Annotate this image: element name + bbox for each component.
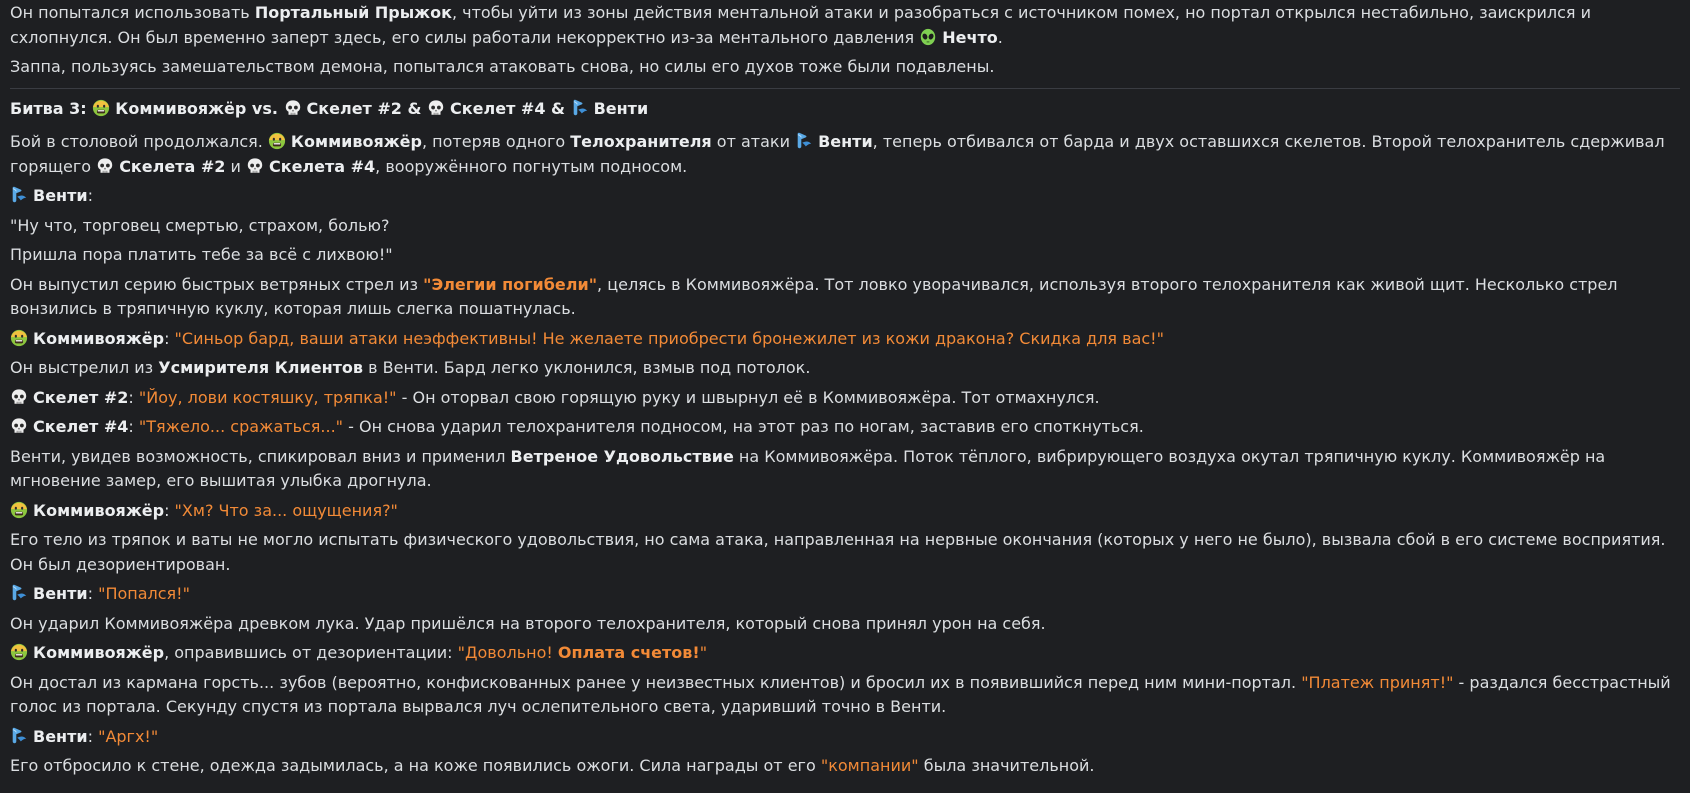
text: : — [87, 584, 99, 603]
text: Венти, увидев возможность, спикировал вниз и применил — [10, 446, 511, 466]
dialogue-quote: "Попался!" — [98, 584, 190, 603]
text: , оправившись от дезориентации: — [164, 643, 458, 662]
speaker-name: Скелет #4 — [33, 417, 129, 436]
dialogue-quote: "Аргх!" — [98, 726, 159, 746]
narration-paragraph: Его тело из тряпок и ваты не могло испытать физического удовольствия, но сама атака, направленная на нервные окончания (которых у него не было), вызвала сбой в его системе восприятия. Он был дезориентирован. — [10, 530, 1666, 574]
narration-paragraph: Он ударил Коммивояжёра древком лука. Удар пришёлся на второго телохранителя, который снова принял урон на себя. — [10, 613, 1046, 633]
song-line: Пришла пора платить тебе за всё с лихвою!" — [10, 245, 393, 264]
dialogue-quote: "Хм? Что за... ощущения?" — [174, 500, 398, 520]
dialogue-quote: "Синьор бард, ваши атаки неэффективны! Не желаете приобрести бронежилет из кожи дракона? Скидка для вас!" — [174, 328, 1164, 348]
wind-spirit-icon — [795, 132, 813, 150]
heading-separator: & — [551, 98, 565, 118]
text: - раздался бесстрастный голос из портала. Секунду спустя из портала вырвался луч ослепительного света, ударивший точно в Венти. — [10, 672, 1671, 716]
speaker-line — [10, 184, 1680, 209]
dialogue-line — [10, 582, 1680, 607]
battle-heading — [10, 97, 1680, 122]
narration-paragraph — [10, 130, 1680, 179]
narration-paragraph — [10, 356, 1680, 381]
character-name: Венти — [818, 132, 873, 151]
nauseated-face-icon — [92, 99, 110, 117]
speaker-name: Венти — [33, 584, 88, 603]
dialogue-line — [10, 499, 1680, 524]
text: была значительной. — [918, 756, 1095, 775]
skull-icon — [10, 388, 28, 406]
dialogue-quote: " — [699, 643, 708, 662]
narration-paragraph — [10, 273, 1680, 322]
nauseated-face-icon — [10, 329, 28, 347]
narration-paragraph — [10, 754, 1680, 779]
heading-label: Битва 3: — [10, 98, 87, 118]
text: - Он оторвал свою горящую руку и швырнул её в Коммивояжёра. Тот отмахнулся. — [396, 387, 1100, 407]
text: , теперь отбивался от барда и двух оставшихся скелетов. Второй телохранитель сдерживал горящего — [10, 132, 1665, 176]
text: , целясь в Коммивояжёра. Тот ловко уворачивался, используя второго телохранителя как живой щит. Несколько стрел вонзились в тряпичную куклу, которая лишь слегка пошатнулась. — [10, 274, 1618, 318]
narration-paragraph — [10, 445, 1680, 494]
text: - Он снова ударил телохранителя подносом, на этот раз по ногам, заставив его споткнуться. — [343, 417, 1144, 436]
text: на Коммивояжёра. Поток тёплого, вибрирующего воздуха окутал тряпичную куклу. Коммивояжёр на мгновение замер, его вышитая улыбка дрогнула. — [10, 446, 1606, 490]
text: Он достал из кармана горсть... зубов (вероятно, конфискованных ранее у неизвестных клиентов) и бросил их в появившийся перед ним мини-портал. — [10, 672, 1302, 692]
text: Он выстрелил из — [10, 358, 159, 377]
quoted-weapon: "Элегии погибели" — [423, 274, 598, 294]
wind-spirit-icon — [571, 99, 589, 117]
text: , вооружённого погнутым подносом. — [375, 156, 688, 176]
speaker-name: Скелет #2 — [33, 387, 129, 407]
alien-face-icon — [919, 28, 937, 46]
dialogue-line — [10, 641, 1680, 666]
text: : — [164, 500, 175, 520]
nauseated-face-icon — [268, 132, 286, 150]
combatant-name: Венти — [593, 98, 649, 118]
dialogue-quote: "Тяжело... сражаться..." — [138, 417, 344, 436]
text: : — [128, 417, 139, 436]
skull-icon — [284, 99, 302, 117]
speaker-name: Коммивояжёр — [33, 500, 165, 520]
dialogue-quote: "компании" — [820, 756, 919, 775]
character-name: Коммивояжёр — [290, 132, 422, 151]
dialogue-quote: "Платеж принят!" — [1301, 672, 1454, 692]
combatant-name: Скелет #2 — [306, 98, 402, 118]
text: , потеряв одного — [421, 132, 571, 151]
skull-icon — [10, 417, 28, 435]
combatant-name: Коммивояжёр — [115, 98, 247, 118]
text: Бой в столовой продолжался. — [10, 132, 263, 151]
ability-name: Ветреное Удовольствие — [510, 446, 734, 466]
dialogue-line — [10, 415, 1680, 440]
speaker-name: Коммивояжёр — [33, 328, 165, 348]
character-name: Скелета #4 — [268, 156, 376, 176]
speaker-name: Коммивояжёр — [33, 643, 165, 662]
skull-icon — [246, 157, 264, 175]
dialogue-line — [10, 327, 1680, 352]
song-line: "Ну что, торговец смертью, страхом, болью? — [10, 215, 390, 235]
text: : — [87, 726, 99, 746]
wind-spirit-icon — [10, 584, 28, 602]
text: в Венти. Бард легко уклонился, взмыв под потолок. — [363, 358, 811, 377]
skull-icon — [427, 99, 445, 117]
text: от атаки — [711, 132, 790, 151]
text: и — [225, 156, 241, 176]
heading-separator: & — [407, 98, 422, 118]
wind-spirit-icon — [10, 186, 28, 204]
heading-separator: vs. — [251, 98, 278, 118]
dialogue-quote: "Довольно! — [457, 643, 558, 662]
character-name: Нечто — [942, 27, 998, 47]
wind-spirit-icon — [10, 727, 28, 745]
text: : — [128, 387, 139, 407]
ability-name: Портальный Прыжок — [254, 3, 452, 22]
text: Его отбросило к стене, одежда задымилась, а на коже появились ожоги. Сила награды от его — [10, 756, 821, 775]
section-divider — [10, 88, 1680, 89]
unit-name: Телохранителя — [570, 132, 712, 151]
narration-paragraph: Заппа, пользуясь замешательством демона, попытался атаковать снова, но силы его духов тоже были подавлены. — [10, 57, 995, 76]
text: Он попытался использовать — [10, 3, 255, 22]
nauseated-face-icon — [10, 643, 28, 661]
dialogue-quote-emphasis: Оплата счетов! — [557, 643, 700, 662]
weapon-name: Усмирителя Клиентов — [158, 358, 364, 377]
dialogue-line — [10, 386, 1680, 411]
text: : — [87, 186, 93, 205]
text: . — [997, 27, 1003, 47]
character-name: Скелета #2 — [119, 156, 226, 176]
skull-icon — [96, 157, 114, 175]
dialogue-line — [10, 725, 1680, 750]
text: , чтобы уйти из зоны действия ментальной атаки и разобраться с источником помех, но портал открылся нестабильно, заискрился и схлопнулся. Он был временно заперт здесь, его силы работали некорректно из-за ментального давления — [10, 3, 1591, 47]
nauseated-face-icon — [10, 501, 28, 519]
dialogue-quote: "Йоу, лови костяшку, тряпка!" — [138, 387, 397, 407]
narration-paragraph — [10, 671, 1680, 720]
combatant-name: Скелет #4 — [450, 98, 546, 118]
speaker-name: Венти — [33, 186, 88, 205]
text: Он выпустил серию быстрых ветряных стрел из — [10, 274, 424, 294]
speaker-name: Венти — [33, 726, 88, 746]
narration-paragraph — [10, 1, 1680, 50]
text: : — [164, 328, 175, 348]
